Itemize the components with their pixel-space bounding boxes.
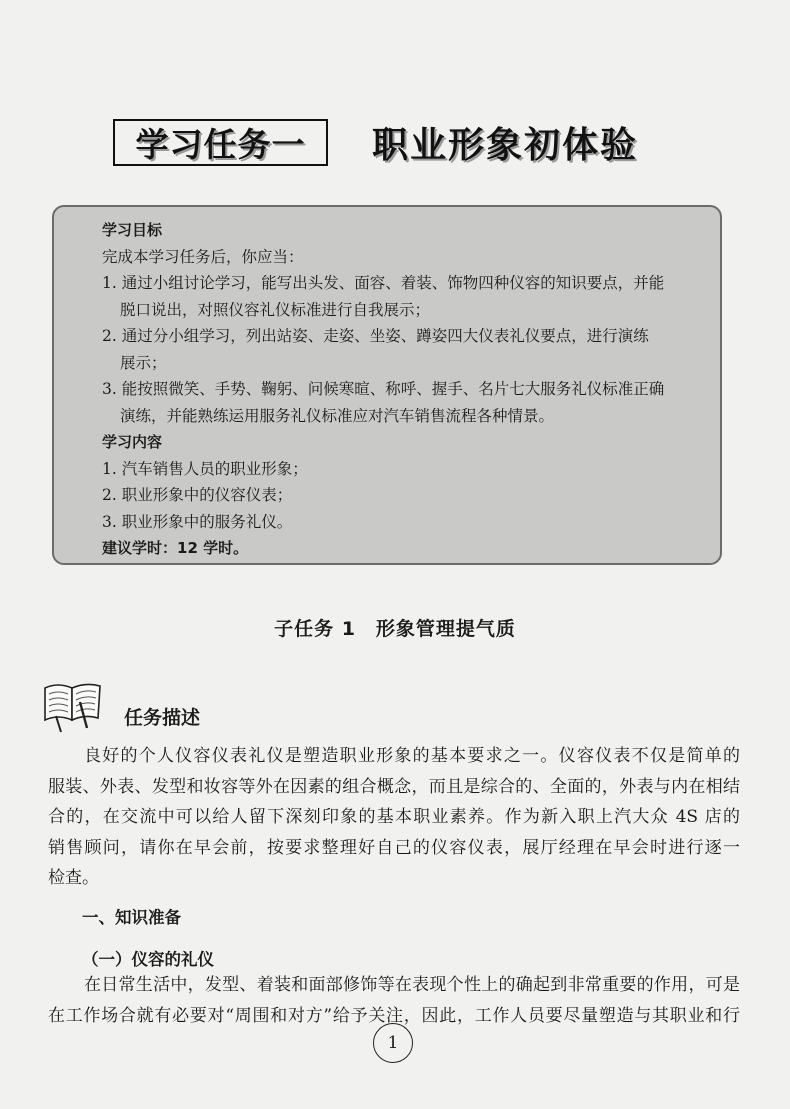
goal-item-2-line-1: 2. 通过分小组学习，列出站姿、走姿、坐姿、蹲姿四大仪表礼仪要点，进行演练	[102, 327, 649, 345]
task-description-paragraph	[48, 741, 740, 894]
content-item-1: 1. 汽车销售人员的职业形象；	[102, 459, 308, 478]
task-description-heading: 任务描述	[124, 707, 201, 729]
open-book-icon	[40, 676, 106, 734]
task-line-5: 检查。	[48, 868, 99, 888]
task-line-1: 良好的个人仪容仪表礼仪是塑造职业形象的基本要求之一。仪容仪表不仅是简单的	[84, 746, 740, 766]
goal-item-1-line-2: 脱口说出，对照仪容礼仪标准进行自我展示；	[120, 300, 431, 319]
task-title: 职业形象初体验	[372, 125, 639, 166]
goal-item-2-line-2: 展示；	[120, 353, 167, 372]
goal-heading: 学习目标	[102, 221, 163, 239]
knowledge-paragraph	[48, 970, 740, 1031]
goal-intro: 完成本学习任务后，你应当：	[102, 247, 304, 266]
goal-item-3-line-2: 演练，并能熟练运用服务礼仪标准应对汽车销售流程各种情景。	[120, 406, 555, 425]
suggested-hours: 建议学时：12 学时。	[102, 539, 249, 557]
content-heading: 学习内容	[102, 433, 163, 451]
task-line-4: 销售顾问，请你在早会前，按要求整理好自己的仪容仪表，展厅经理在早会时进行逐一	[48, 837, 740, 858]
knowledge-line-1: 在日常生活中，发型、着装和面部修饰等在表现个性上的确起到非常重要的作用，可是	[84, 975, 740, 995]
knowledge-heading: 一、知识准备	[82, 908, 181, 927]
content-item-2: 2. 职业形象中的仪容仪表；	[102, 486, 293, 504]
learning-objectives-panel	[52, 205, 722, 565]
content-item-3: 3. 职业形象中的服务礼仪。	[102, 512, 293, 531]
task-tag: 学习任务一	[135, 125, 306, 164]
knowledge-line-2: 在工作场合就有必要对“周围和对方”给予关注，因此，工作人员要尽量塑造与其职业和行	[48, 1005, 740, 1026]
goal-item-1-line-1: 1. 通过小组讨论学习，能写出头发、面容、着装、饰物四种仪容的知识要点，并能	[102, 274, 665, 292]
goal-item-3-line-1: 3. 能按照微笑、手势、鞠躬、问候寒暄、称呼、握手、名片七大服务礼仪标准正确	[102, 380, 665, 398]
knowledge-subheading: （一）仪容的礼仪	[82, 950, 214, 969]
subtask-heading: 子任务 1 形象管理提气质	[274, 618, 516, 640]
page-number: 1	[373, 1023, 413, 1063]
task-line-2: 服装、外表、发型和妆容等外在因素的组合概念，而且是综合的、全面的，外表与内在相结	[48, 776, 740, 797]
task-line-3: 合的，在交流中可以给人留下深刻印象的基本职业素养。作为新入职上汽大众 4S 店的	[48, 807, 740, 827]
task-tag-box	[113, 119, 328, 166]
